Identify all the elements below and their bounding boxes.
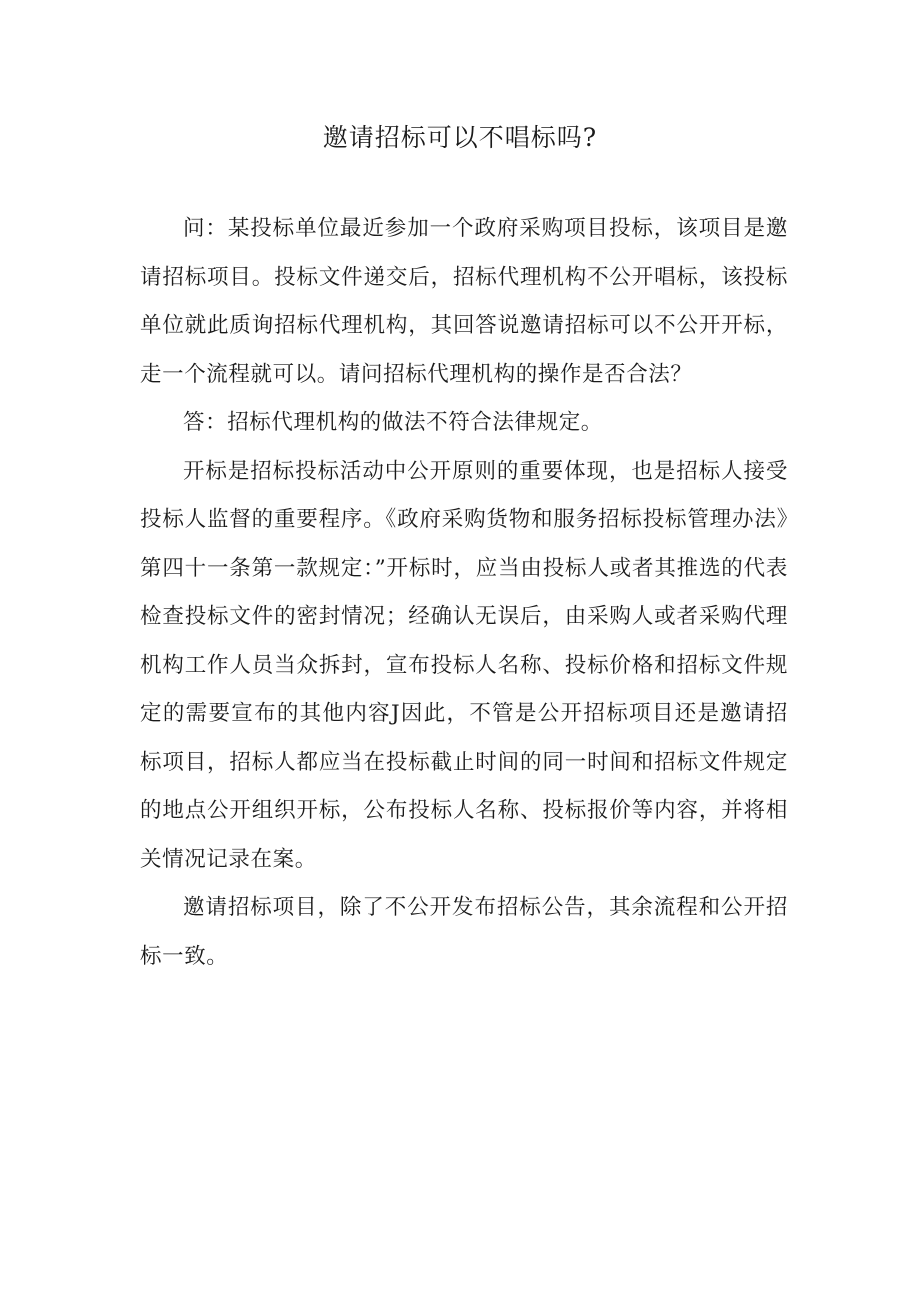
paragraph-explanation: 开标是招标投标活动中公开原则的重要体现，也是招标人接受投标人监督的重要程序。《政府采购货物和服务招标投标管理办法》第四十一条第一款规定：”开标时，应当由投标人或者其推选的代表检查投标文件的密封情况；经确认无误后，由采购人或者采购代理机构工作人员当众拆封，宣布投标人名称、投标价格和招标文件规定的需要宣布的其他内容J因此，不管是公开招标项目还是邀请招标项目，招标人都应当在投标截止时间的同一时间和招标文件规定的地点公开组织开标，公布投标人名称、投标报价等内容，并将相关情况记录在案。 bbox=[140, 458, 788, 872]
paragraph-question: 问：某投标单位最近参加一个政府采购项目投标，该项目是邀请招标项目。投标文件递交后，招标代理机构不公开唱标，该投标单位就此质询招标代理机构，其回答说邀请招标可以不公开开标，走一个流程就可以。请问招标代理机构的操作是否合法？ bbox=[140, 216, 788, 387]
paragraph-conclusion: 邀请招标项目，除了不公开发布招标公告，其余流程和公开招标一致。 bbox=[140, 895, 788, 969]
document-title: 邀请招标可以不唱标吗? bbox=[322, 123, 598, 152]
document-body bbox=[140, 205, 788, 981]
paragraph-answer: 答：招标代理机构的做法不符合法律规定。 bbox=[183, 410, 603, 435]
